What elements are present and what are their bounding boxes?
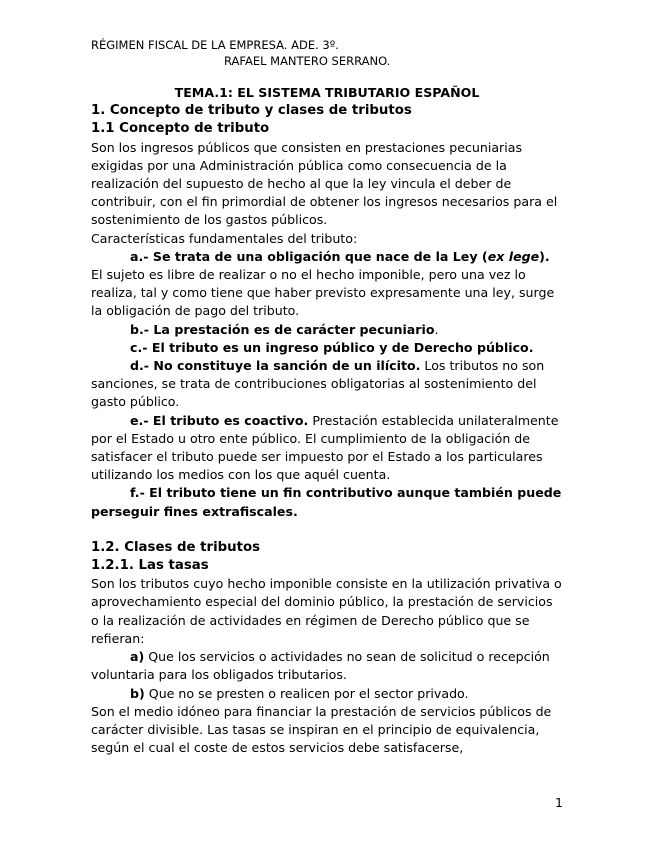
spacer — [91, 521, 563, 539]
document-body — [91, 84, 563, 757]
feature-e — [91, 412, 563, 485]
feature-d-title: d.- No constituye la sanción de un ilícito. — [130, 358, 421, 374]
page-title: TEMA.1: EL SISTEMA TRIBUTARIO ESPAÑOL — [174, 85, 480, 100]
feature-f: f.- El tributo tiene un fin contributivo aunque también puede perseguir fines extrafiscales. — [91, 485, 562, 519]
tasas-paragraph: Son los tributos cuyo hecho imponible consiste en la utilización privativa o aprovechamiento especial del dominio público, la prestación de servicios o la realización de actividades en régimen de Derecho público que se refieran: — [91, 576, 562, 646]
tasas-condition-b — [91, 685, 563, 703]
header-course: RÉGIMEN FISCAL DE LA EMPRESA. ADE. 3º. — [91, 38, 339, 52]
features-intro: Características fundamentales del tributo: — [91, 230, 358, 246]
feature-b — [91, 321, 563, 339]
header-author: RAFAEL MANTERO SERRANO. — [224, 54, 391, 68]
tasas-condition-b-text: Que no se presten o realicen por el sector privado. — [144, 685, 469, 701]
tasas-condition-a — [91, 648, 563, 684]
tasas-condition-a-label: a) — [130, 649, 145, 665]
feature-a-title: a.- Se trata de una obligación que nace de la Ley ( — [130, 248, 488, 264]
tasas-condition-a-text: Que los servicios o actividades no sean de solicitud o recepción voluntaria para los obligados tributarios. — [91, 649, 550, 683]
feature-a-latin: ex lege — [487, 248, 540, 264]
section-1-heading: 1. Concepto de tributo y clases de tributos — [91, 103, 412, 119]
section-1-2-1-heading: 1.2.1. Las tasas — [91, 558, 209, 574]
feature-e-text: Prestación establecida unilateralmente por el Estado u otro ente público. El cumplimiento de la obligación de satisfacer el tributo puede ser impuesto por el Estado a los particulares utilizando los medios con los que aquél cuenta. — [91, 412, 559, 483]
feature-e-title: e.- El tributo es coactivo. — [130, 412, 309, 428]
feature-b-end: . — [434, 321, 439, 337]
tasas-final-paragraph: Son el medio idóneo para financiar la prestación de servicios públicos de carácter divisible. Las tasas se inspiran en el principio de equivalencia, según el cual el coste de estos servicios debe satisfacerse, — [91, 703, 552, 756]
page-number: 1 — [555, 795, 563, 810]
section-1-2-heading: 1.2. Clases de tributos — [91, 539, 261, 555]
concept-paragraph: Son los ingresos públicos que consisten en prestaciones pecuniarias exigidas por una Administración pública como consecuencia de la realización del supuesto de hecho al que la ley vincula el deber de contribuir, con el fin primordial de obtener los ingresos necesarios para el sostenimiento de los gastos públicos. — [91, 139, 558, 228]
feature-a — [91, 248, 563, 266]
feature-a-text: El sujeto es libre de realizar o no el hecho imponible, pero una vez lo realiza, tal y como tiene que haber previsto expresamente una ley, surge la obligación de pago del tributo. — [91, 267, 555, 319]
feature-c: c.- El tributo es un ingreso público y de Derecho público. — [130, 339, 534, 355]
feature-b-title: b.- La prestación es de carácter pecuniario — [130, 321, 435, 337]
feature-d-text: Los tributos no son sanciones, se trata de contribuciones obligatorias al sostenimiento del gasto público. — [91, 358, 545, 410]
tasas-condition-b-label: b) — [130, 685, 145, 701]
section-1-1-heading: 1.1 Concepto de tributo — [91, 121, 270, 137]
feature-d — [91, 357, 563, 412]
feature-a-title-end: ). — [539, 248, 550, 264]
